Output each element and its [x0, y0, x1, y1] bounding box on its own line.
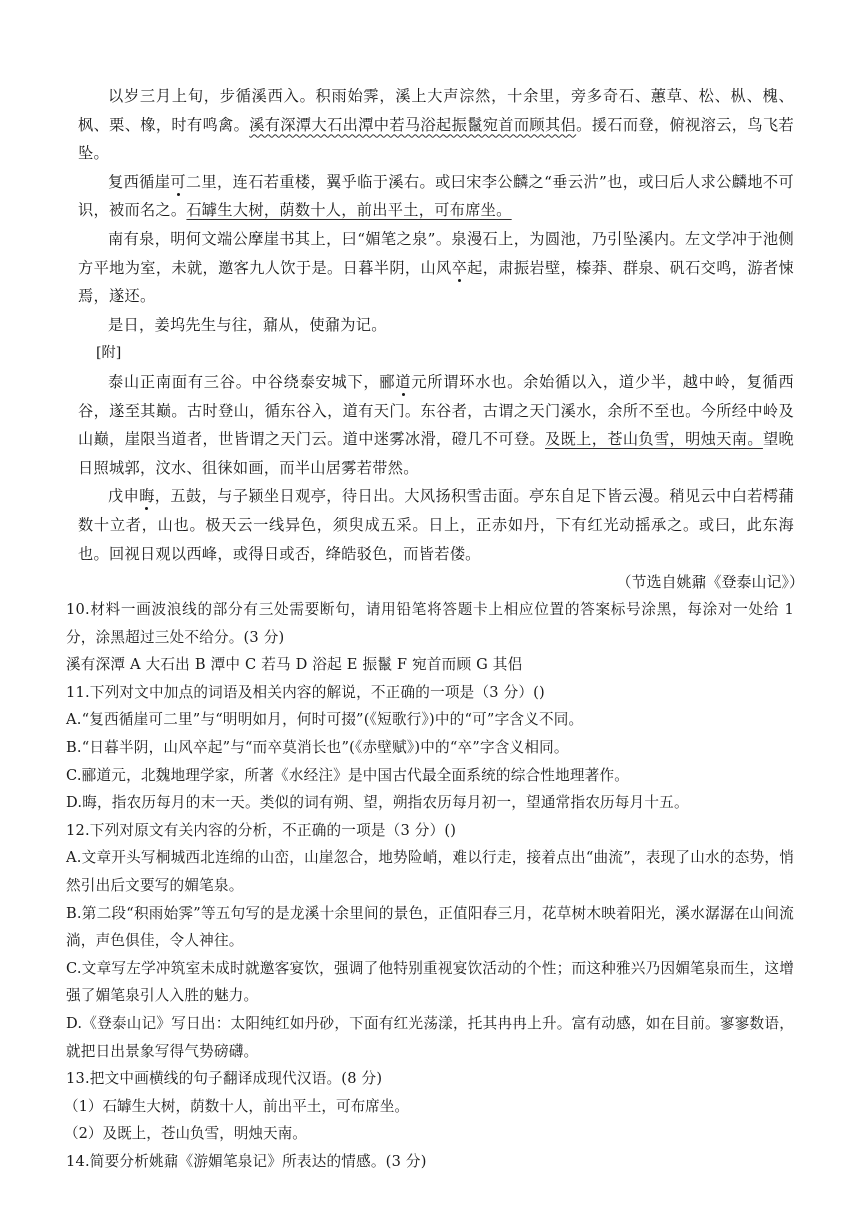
text-run: 泰山正南面有三谷。中谷绕泰安城下， — [108, 372, 380, 391]
question-12-option-c: C.文章写左学冲筑室未成时就邀客宴饮，强调了他特别重视宴饮活动的个性；而这种雅兴乃因媚笔泉而生，这增强了媚笔泉引人入胜的魅力。 — [66, 959, 794, 1005]
text-run: 南有泉，明何文端公摩崖书其上，曰“媚笔之泉”。泉漫石上，为圆池，乃引坠溪内。左文学冲于池侧方平地为室，未就，邀客九人饮于是。日暮半阴，山风 — [78, 229, 794, 277]
document-page — [64, 82, 804, 1176]
text-run: 以岁三月上旬，步循溪西入。积雨始霁，溪上大声淙然，十余里，旁多奇石、蕙草、松、枞、槐、枫、栗、橡，时有鸣禽。 — [78, 87, 794, 134]
question-14-stem: 14.简要分析姚鼐《游媚笔泉记》所表达的情感。(3 分) — [66, 1152, 427, 1170]
question-13-sentence-2: （2）及既上，苍山负雪，明烛天南。 — [64, 1125, 307, 1143]
text-run: 戊申 — [108, 487, 140, 506]
appendix-label: [附] — [96, 345, 122, 362]
question-12-stem: 12.下列对原文有关内容的分析，不正确的一项是（3 分）() — [66, 821, 457, 839]
question-13-stem: 13.把文中画横线的句子翻译成现代汉语。(8 分) — [66, 1070, 383, 1088]
dotted-word: 卒 — [451, 258, 468, 277]
passage-paragraph-1 — [78, 82, 794, 168]
text-run: ，五鼓，与子颍坐日观亭，待日出。大风扬积雪击面。亭东自足下皆云漫。稍见云中白若樗蒱数十立者，山也。极天云一线异色，须臾成五采。日上，正赤如丹，下有红光动摇承之。或曰，此东海也。回视日观以西峰，或得日或否，绛皓驳色，而皆若偻。 — [78, 487, 794, 563]
passage-paragraph-6 — [78, 482, 794, 568]
passage-paragraph-3 — [78, 225, 794, 311]
question-11-stem: 11.下列对文中加点的词语及相关内容的解说，不正确的一项是（3 分）() — [66, 683, 545, 701]
text-run: 望晚日照城郭，汶水、徂徕如画，而半山居雾若带然。 — [78, 430, 794, 477]
dotted-word: 晦 — [139, 487, 155, 506]
question-12-option-b: B.第二段“积雨始霁”等五句写的是龙溪十余里间的景色，正值阳春三月，花草树木映着阳光，溪水潺潺在山间流淌，声色俱佳，令人神往。 — [66, 904, 794, 950]
dotted-word: 可 — [170, 172, 186, 191]
passage-paragraph-4: 是日，姜坞先生与往，鼐从，使鼐为记。 — [108, 315, 387, 334]
question-13-sentence-1: （1）石罅生大树，荫数十人，前出平土，可布席坐。 — [64, 1097, 409, 1115]
question-11-option-d: D.晦，指农历每月的末一天。类似的词有朔、望，朔指农历每月初一，望通常指农历每月十五。 — [66, 794, 689, 812]
underlined-sentence: 石罅生大树，荫数十人，前出平土，可布席坐。 — [186, 201, 512, 220]
question-11-option-b: B.“日暮半阴，山风卒起”与“而卒莫消长也”(《赤壁赋》)中的“卒”字含义相同。 — [66, 739, 569, 757]
underlined-sentence: 及既上，苍山负雪，明烛天南。 — [545, 430, 763, 449]
question-12-option-a: A.文章开头写桐城西北连绵的山峦，山崖忽合，地势险峭，难以行走，接着点出“曲流”，表现了山水的态势，悄然引出后文要写的媚笔泉。 — [66, 849, 794, 895]
question-10-stem: 10.材料一画波浪线的部分有三处需要断句，请用铅笔将答题卡上相应位置的答案标号涂黑，每涂对一处给 1 分，涂黑超过三处不给分。(3 分) — [66, 601, 794, 646]
text-run: 所谓环水也。余始循以入，道少半，越中岭，复循西谷，遂至其巅。古时登山，循东谷入，道有天门。东谷者，古谓之天门溪水，余所不至也。今所经中岭及山巅，崖限当道者，世皆谓之天门云。道中迷雾冰滑，磴几不可登。 — [78, 372, 794, 449]
wavy-underlined-sentence: 溪有深潭大石出潭中若马浴起振鬣宛首而顾其侣 — [249, 115, 577, 134]
questions — [66, 596, 794, 1175]
dotted-word: 郦道元 — [379, 372, 428, 391]
question-11-option-c: C.郦道元，北魏地理学家，所著《水经注》是中国古代最全面系统的综合性地理著作。 — [66, 766, 630, 784]
question-10-options: 溪有深潭 A 大石出 B 潭中 C 若马 D 浴起 E 振鬣 F 宛首而顾 G 其侣 — [66, 656, 523, 674]
text-run: 。援石而登，俯视溶云，鸟飞若坠。 — [78, 115, 794, 163]
question-11-option-a: A.“复西循崖可二里”与“明明如月，何时可掇”(《短歌行》)中的“可”字含义不同。 — [66, 711, 584, 729]
text-run: 复西循崖 — [108, 172, 171, 191]
passage-paragraph-5 — [78, 368, 794, 482]
passage-paragraph-2 — [78, 168, 794, 225]
text-run: 起，肃振岩壁，榛莽、群泉、矾石交鸣，游者悚焉，遂还。 — [78, 258, 794, 306]
text-run: 二里，连石若重楼，翼乎临于溪右。或曰宋李公麟之“垂云沜”也，或曰后人求公麟地不可识，被而名之。 — [78, 172, 794, 220]
source-citation: （节选自姚鼐《登泰山记》） — [616, 573, 804, 592]
question-12-option-d: D.《登泰山记》写日出：太阳纯红如丹砂，下面有红光荡漾，托其冉冉上升。富有动感，如在目前。寥寥数语，就把日出景象写得气势磅礴。 — [66, 1015, 794, 1060]
